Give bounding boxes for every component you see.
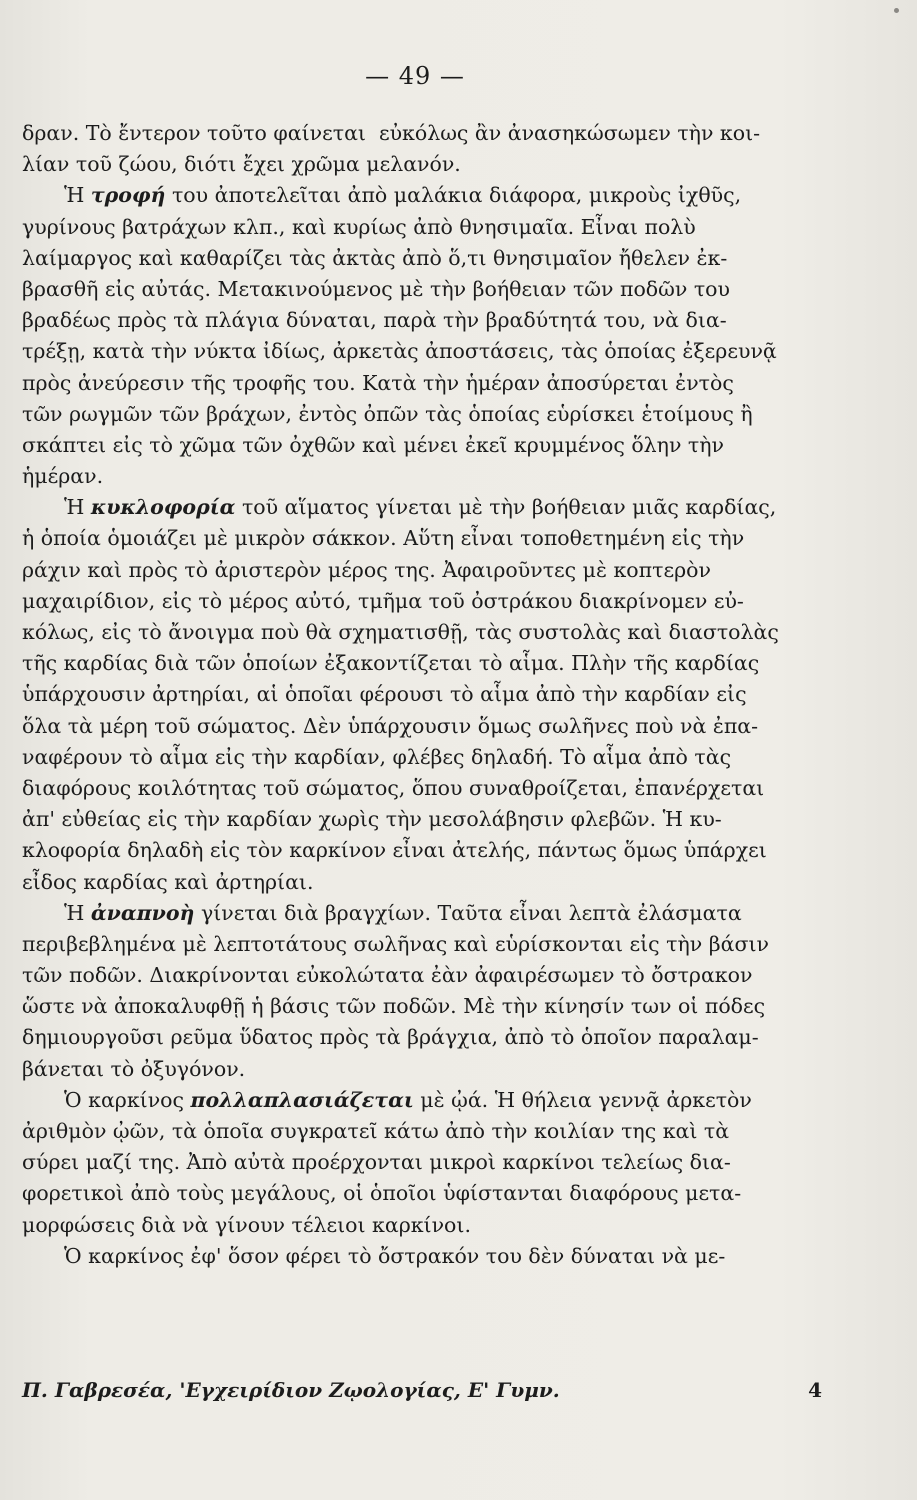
text-line: σύρει μαζί της. Ἀπὸ αὐτὰ προέρχονται μικροὶ καρκίνοι τελείως δια- xyxy=(22,1150,731,1175)
text-line: βρασθῆ εἰς αὐτάς. Μετακινούμενος μὲ τὴν βοήθειαν τῶν ποδῶν του xyxy=(22,276,730,301)
keyword-pollaplasiazetai: πολλαπλασιάζεται xyxy=(190,1087,414,1112)
text-line: δημιουργοῦσι ρεῦμα ὕδατος πρὸς τὰ βράγχια, ἀπὸ τὸ ὁποῖον παραλαμ- xyxy=(22,1025,759,1050)
text-line: βάνεται τὸ ὀξυγόνον. xyxy=(22,1056,246,1081)
text-line: περιβεβλημένα μὲ λεπτοτάτους σωλῆνας καὶ εὑρίσκονται εἰς τὴν βάσιν xyxy=(22,931,769,956)
text-line: ἡμέραν. xyxy=(22,464,104,489)
text-line: Ὁ καρκίνος ἐφ' ὅσον φέρει τὸ ὄστρακόν του δὲν δύναται νὰ με- xyxy=(64,1243,726,1268)
text-line: ἡ ὁποία ὁμοιάζει μὲ μικρὸν σάκκον. Αὕτη εἶναι τοποθετημένη εἰς τὴν xyxy=(22,526,745,551)
text-line: κλοφορία δηλαδὴ εἰς τὸν καρκίνον εἶναι ἀτελής, πάντως ὅμως ὑπάρχει xyxy=(22,838,767,863)
text-line: ράχιν καὶ πρὸς τὸ ἀριστερὸν μέρος της. Ἀφαιροῦντες μὲ κοπτερὸν xyxy=(22,557,711,582)
text-line: φορετικοὶ ἀπὸ τοὺς μεγάλους, οἱ ὁποῖοι ὑφίστανται διαφόρους μετα- xyxy=(22,1181,742,1206)
text-line: σκάπτει εἰς τὸ χῶμα τῶν ὀχθῶν καὶ μένει ἐκεῖ κρυμμένος ὅλην τὴν xyxy=(22,432,725,457)
text-line: ὥστε νὰ ἀποκαλυφθῇ ἡ βάσις τῶν ποδῶν. Μὲ τὴν κίνησίν των οἱ πόδες xyxy=(22,994,766,1019)
text-line: γυρίνους βατράχων κλπ., καὶ κυρίως ἀπὸ θνησιμαῖα. Εἶναι πολὺ xyxy=(22,214,696,239)
text-line: Ἡ τροφή του ἀποτελεῖται ἀπὸ μαλάκια διάφορα, μικροὺς ἰχθῦς, xyxy=(64,183,742,208)
text-line: μαχαιρίδιον, εἰς τὸ μέρος αὐτό, τμῆμα τοῦ ὀστράκου διακρίνομεν εὐ- xyxy=(22,588,744,613)
text-line: μορφώσεις διὰ νὰ γίνουν τέλειοι καρκίνοι. xyxy=(22,1212,471,1237)
text-line: λαίμαργος καὶ καθαρίζει τὰς ἀκτὰς ἀπὸ ὅ,τι θνησιμαῖον ἤθελεν ἐκ- xyxy=(22,245,728,270)
text-line: εἶδος καρδίας καὶ ἀρτηρίαι. xyxy=(22,869,314,894)
text-line: Ἡ κυκλοφορία τοῦ αἵματος γίνεται μὲ τὴν βοήθειαν μιᾶς καρδίας, xyxy=(64,495,777,520)
text-line: ὅλα τὰ μέρη τοῦ σώματος. Δὲν ὑπάρχουσιν ὅμως σωλῆνες ποὺ νὰ ἐπα- xyxy=(22,713,759,738)
text-line: τρέξῃ, κατὰ τὴν νύκτα ἰδίως, ἀρκετὰς ἀποστάσεις, τὰς ὁποίας ἐξερευνᾷ xyxy=(22,339,777,364)
text-line: τῶν ρωγμῶν τῶν βράχων, ἐντὸς ὀπῶν τὰς ὁποίας εὑρίσκει ἑτοίμους ἢ xyxy=(22,401,753,426)
text-line: δραν. Τὸ ἔντερον τοῦτο φαίνεται εὐκόλως ἂν ἀνασηκώσωμεν τὴν κοι- xyxy=(22,121,761,145)
text-line: βραδέως πρὸς τὰ πλάγια δύναται, παρὰ τὴν βραδύτητά του, νὰ δια- xyxy=(22,308,727,333)
signature-mark: 4 xyxy=(808,1378,822,1402)
text-line: ναφέρουν τὸ αἷμα εἰς τὴν καρδίαν, φλέβες δηλαδή. Τὸ αἷμα ἀπὸ τὰς xyxy=(22,744,732,769)
text-line: Ὁ καρκίνος πολλαπλασιάζεται μὲ ᾠά. Ἡ θήλεια γεννᾷ ἀρκετὸν xyxy=(64,1087,752,1112)
text-line: πρὸς ἀνεύρεσιν τῆς τροφῆς του. Κατὰ τὴν ἡμέραν ἀποσύρεται ἐντὸς xyxy=(22,370,734,395)
text-line: λίαν τοῦ ζώου, διότι ἔχει χρῶμα μελανόν. xyxy=(22,152,461,177)
keyword-trofi: τροφή xyxy=(90,183,166,208)
text-line: ὑπάρχουσιν ἀρτηρίαι, αἱ ὁποῖαι φέρουσι τὸ αἷμα ἀπὸ τὴν καρδίαν εἰς xyxy=(22,682,747,707)
keyword-anapnoi: ἀναπνοὴ xyxy=(90,900,195,925)
text-line: τῶν ποδῶν. Διακρίνονται εὐκολώτατα ἐὰν ἀφαιρέσωμεν τὸ ὄστρακον xyxy=(22,963,753,988)
keyword-kykloforia: κυκλοφορία xyxy=(90,495,236,520)
body-text xyxy=(22,118,822,1272)
page-footer xyxy=(22,1378,822,1402)
text-line: Ἡ ἀναπνοὴ γίνεται διὰ βραγχίων. Ταῦτα εἶναι λεπτὰ ἐλάσματα xyxy=(64,900,742,925)
page-number: — 49 — xyxy=(365,62,465,90)
text-line: ἀπ' εὐθείας εἰς τὴν καρδίαν χωρὶς τὴν μεσολάβησιν φλεβῶν. Ἡ κυ- xyxy=(22,807,722,832)
paper-speck xyxy=(894,8,899,13)
text-line: τῆς καρδίας διὰ τῶν ὁποίων ἐξακοντίζεται τὸ αἷμα. Πλὴν τῆς καρδίας xyxy=(22,651,760,676)
text-line: ἀριθμὸν ᾠῶν, τὰ ὁποῖα συγκρατεῖ κάτω ἀπὸ τὴν κοιλίαν της καὶ τὰ xyxy=(22,1119,730,1143)
text-line: διαφόρους κοιλότητας τοῦ σώματος, ὅπου συναθροίζεται, ἐπανέρχεται xyxy=(22,775,765,800)
text-line: κόλως, εἰς τὸ ἄνοιγμα ποὺ θὰ σχηματισθῇ, τὰς συστολὰς καὶ διαστολὰς xyxy=(22,620,779,644)
footer-citation: Π. Γαβρεσέα, 'Εγχειρίδιον Ζῳολογίας, Ε' Γυμν. xyxy=(22,1378,560,1402)
